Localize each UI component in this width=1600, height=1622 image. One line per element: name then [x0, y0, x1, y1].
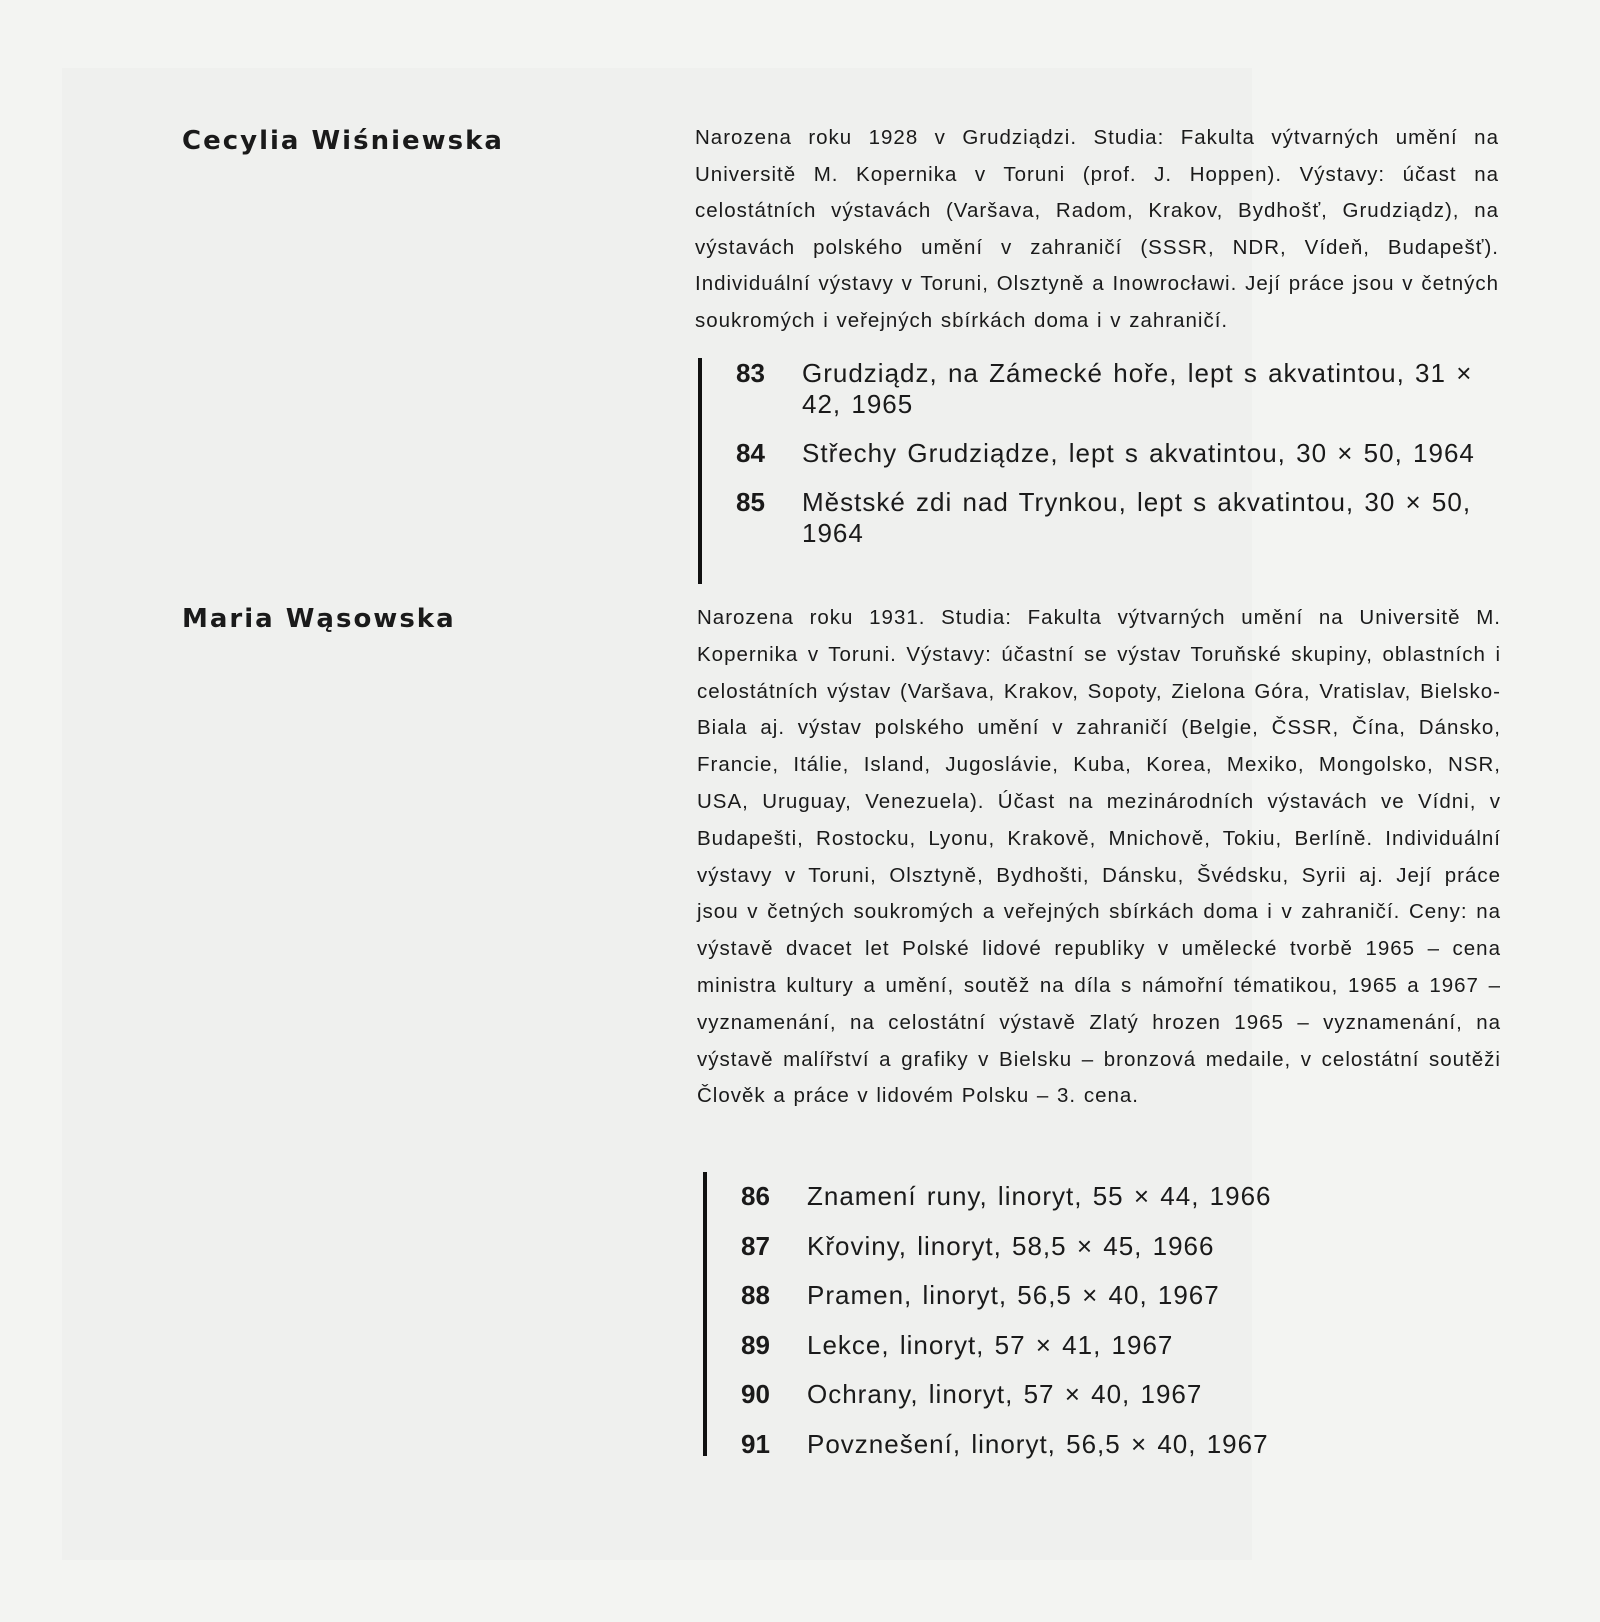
artist-bio: Narozena roku 1931. Studia: Fakulta výtvarných umění na Universitě M. Kopernika v Toruni. Výstavy: účastní se výstav Toruňské skupiny, oblastních i celostátních výstav (Varšava, Krakov, Sopoty, Zielona Góra, Vratislav, Bielsko-Biala aj. výstav polského umění v zahraničí (Belgie, ČSSR, Čína, Dánsko, Francie, Itálie, Island, Jugoslávie, Kuba, Korea, Mexiko, Mongolsko, NSR, USA, Uruguay, Venezuela). Účast na mezinárodních výstavách ve Vídni, v Budapešti, Rostocku, Lyonu, Krakově, Mnichově, Tokiu, Berlíně. Individuální výstavy v Toruni, Olsztyně, Bydhošti, Dánsku, Švédsku, Syrii aj. Její práce jsou v četných soukromých a veřejných sbírkách doma i v zahraničí. Ceny: na výstavě dvacet let Polské lidové republiky v umělecké tvorbě 1965 – cena ministra kultury a umění, soutěž na díla s námořní tématikou, 1965 a 1967 – vyznamenání, na celostátní výstavě Zlatý hrozen 1965 – vyznamenání, na výstavě malířství a grafiky v Bielsku – bronzová medaile, v celostátní soutěži Člověk a práce v lidovém Polsku – 3. cena. — [697, 606, 1501, 1108]
artwork-item — [707, 1321, 1407, 1371]
artwork-list — [698, 358, 1476, 584]
artwork-number: 84 — [736, 438, 765, 468]
artwork-description: Střechy Grudziądze, lept s akvatintou, 30 × 50, 1964 — [802, 438, 1475, 468]
artwork-number: 86 — [741, 1181, 770, 1211]
artist-bio: Narozena roku 1928 v Grudziądzi. Studia: Fakulta výtvarných umění na Universitě M. Kopernika v Toruni (prof. J. Hoppen). Výstavy: účast na celostátních výstavách (Varšava, Radom, Krakov, Bydhošť, Grudziądz), na výstavách polského umění v zahraničí (SSSR, NDR, Vídeň, Budapešť). Individuální výstavy v Toruni, Olsztyně a Inowrocławi. Její práce jsou v četných soukromých i veřejných sbírkách doma i v zahraničí. — [695, 126, 1499, 332]
artwork-item — [707, 1222, 1407, 1272]
artwork-description: Městské zdi nad Trynkou, lept s akvatintou, 30 × 50, 1964 — [802, 487, 1472, 548]
artwork-number: 89 — [741, 1329, 770, 1360]
artwork-description: Křoviny, linoryt, 58,5 × 45, 1966 — [807, 1230, 1215, 1261]
artwork-list — [703, 1172, 1407, 1459]
artwork-item — [702, 358, 1476, 420]
artwork-number: 91 — [741, 1428, 770, 1459]
artwork-item — [707, 1370, 1407, 1420]
artist-name: Maria Wąsowska — [182, 604, 456, 634]
artwork-item — [707, 1271, 1407, 1321]
artwork-description: Povznešení, linoryt, 56,5 × 40, 1967 — [807, 1428, 1269, 1459]
artwork-item — [702, 487, 1476, 549]
artwork-description: Znamení runy, linoryt, 55 × 44, 1966 — [807, 1181, 1272, 1211]
artwork-item — [702, 438, 1476, 469]
artwork-description: Ochrany, linoryt, 57 × 40, 1967 — [807, 1379, 1203, 1410]
artwork-item — [707, 1420, 1407, 1470]
artwork-description: Lekce, linoryt, 57 × 41, 1967 — [807, 1329, 1174, 1360]
artwork-number: 88 — [741, 1280, 770, 1311]
artwork-description: Grudziądz, na Zámecké hoře, lept s akvatintou, 31 × 42, 1965 — [802, 358, 1473, 419]
artwork-item — [707, 1172, 1407, 1222]
artwork-number: 90 — [741, 1379, 770, 1410]
artist-name: Cecylia Wiśniewska — [182, 126, 504, 156]
artwork-number: 85 — [736, 487, 765, 517]
artwork-number: 87 — [741, 1230, 770, 1261]
artwork-number: 83 — [736, 358, 765, 388]
artwork-description: Pramen, linoryt, 56,5 × 40, 1967 — [807, 1280, 1220, 1311]
